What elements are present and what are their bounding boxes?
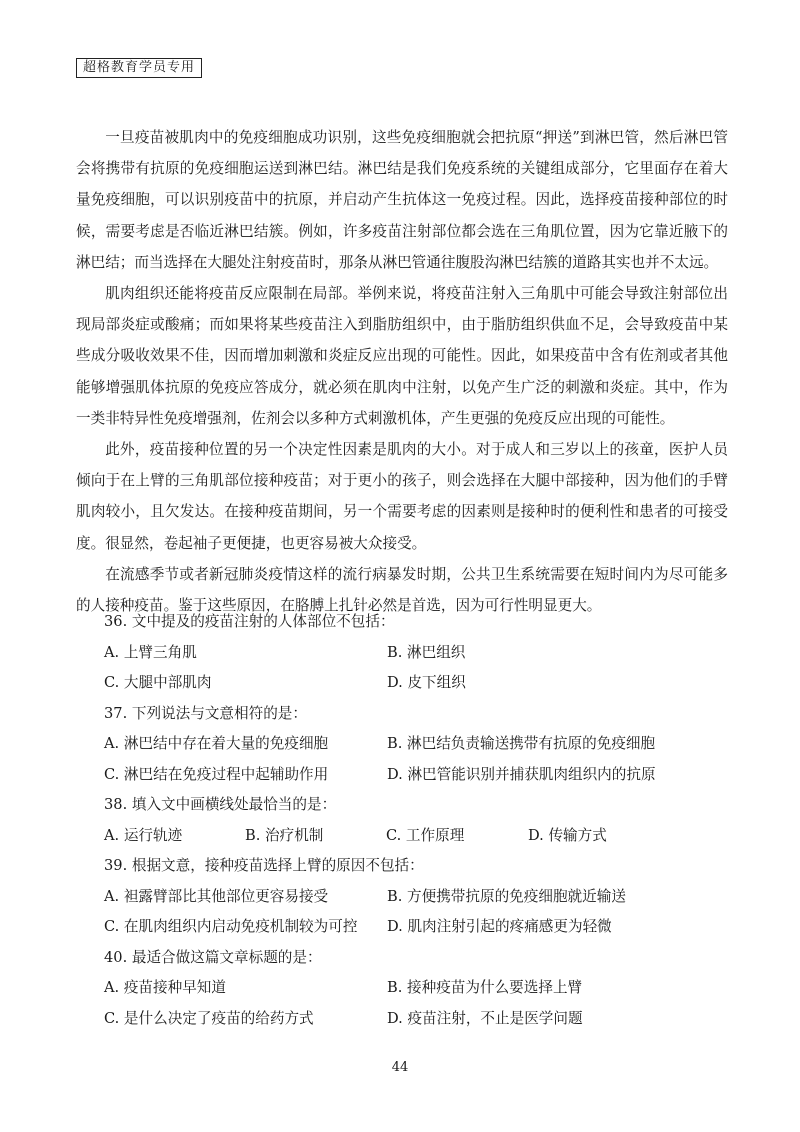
question-stem-39: 39. 根据文意，接种疫苗选择上臂的原因不包括：: [104, 857, 424, 874]
option-38-a[interactable]: A. 运行轨迹: [104, 826, 183, 844]
option-36-d[interactable]: D. 皮下组织: [387, 674, 466, 691]
option-row: [104, 1004, 724, 1035]
option-38-d[interactable]: D. 传输方式: [528, 826, 607, 844]
page-number: 44: [391, 1060, 409, 1075]
option-37-d[interactable]: D. 淋巴管能识别并捕获肌肉组织内的抗原: [387, 765, 656, 783]
option-row: [104, 882, 724, 913]
option-40-d[interactable]: D. 疫苗注射，不止是医学问题: [387, 1009, 583, 1027]
option-37-a[interactable]: A. 淋巴结中存在着大量的免疫细胞: [104, 735, 329, 752]
question-stem-37: 37. 下列说法与文意相符的是：: [104, 704, 307, 722]
option-37-c[interactable]: C. 淋巴结在免疫过程中起辅助作用: [104, 765, 329, 783]
option-row: [104, 729, 724, 760]
passage-paragraph: 在流感季节或者新冠肺炎疫情这样的流行病暴发时期，公共卫生系统需要在短时间内为尽可能多的人接种疫苗。鉴于这些原因，在胳膊上扎针必然是首选，因为可行性明显更大。: [76, 565, 728, 615]
option-38-c[interactable]: C. 工作原理: [386, 826, 465, 844]
option-row: [104, 821, 724, 852]
option-38-b[interactable]: B. 治疗机制: [245, 826, 324, 844]
option-40-a[interactable]: A. 疫苗接种早知道: [104, 979, 226, 996]
passage-paragraph: 此外，疫苗接种位置的另一个决定性因素是肌肉的大小。对于成人和三岁以上的孩童，医护人员倾向于在上臂的三角肌部位接种疫苗；对于更小的孩子，则会选择在大腿中部接种，因为他们的手臂肌肉较小，且欠发达。在接种疫苗期间，另一个需要考虑的因素则是接种时的便利性和患者的可接受度。很显然，卷起袖子更便捷，也更容易被大众接受。: [76, 441, 728, 552]
option-39-c[interactable]: C. 在肌肉组织内启动免疫机制较为可控: [104, 918, 358, 935]
option-39-b[interactable]: B. 方便携带抗原的免疫细胞就近输送: [387, 887, 626, 905]
option-37-b[interactable]: B. 淋巴结负责输送携带有抗原的免疫细胞: [387, 735, 656, 752]
question-stem-40: 40. 最适合做这篇文章标题的是：: [104, 948, 322, 966]
option-39-d[interactable]: D. 肌肉注射引起的疼痛感更为轻微: [387, 918, 612, 935]
question-stem-38: 38. 填入文中画横线处最恰当的是：: [104, 796, 337, 813]
option-36-c[interactable]: C. 大腿中部肌肉: [104, 674, 212, 691]
option-row: [104, 973, 724, 1004]
reading-passage: [76, 122, 728, 621]
passage-paragraph: 肌肉组织还能将疫苗反应限制在局部。举例来说，将疫苗注射入三角肌中可能会导致注射部位出现局部炎症或酸痛；而如果将某些疫苗注入到脂肪组织中，由于脂肪组织供血不足，会导致疫苗中某些成分吸收效果不佳，因而增加刺激和炎症反应出现的可能性。因此，如果疫苗中含有佐剂或者其他能够增强肌体抗原的免疫应答成分，就必须在肌肉中注射，以免产生广泛的刺激和炎症。其中，作为一类非特异性免疫增强剂，佐剂会以多种方式刺激机体，产生更强的免疫反应出现的可能性。: [76, 285, 728, 427]
option-row: [104, 638, 724, 669]
option-36-b[interactable]: B. 淋巴组织: [387, 643, 466, 661]
question-stem-36: 36. 文中提及的疫苗注射的人体部位不包括：: [104, 613, 395, 630]
option-40-c[interactable]: C. 是什么决定了疫苗的给药方式: [104, 1009, 314, 1027]
question-list: [104, 607, 724, 1034]
option-39-a[interactable]: A. 袒露臂部比其他部位更容易接受: [104, 887, 329, 905]
option-40-b[interactable]: B. 接种疫苗为什么要选择上臂: [387, 979, 583, 996]
watermark-stamp: 超格教育学员专用: [76, 58, 202, 78]
option-row: [104, 668, 724, 699]
option-36-a[interactable]: A. 上臂三角肌: [104, 643, 197, 661]
option-row: [104, 912, 724, 943]
passage-paragraph: 一旦疫苗被肌肉中的免疫细胞成功识别，这些免疫细胞就会把抗原“押送”到淋巴管，然后淋巴管会将携带有抗原的免疫细胞运送到淋巴结。淋巴结是我们免疫系统的关键组成部分，它里面存在着大量免疫细胞，可以识别疫苗中的抗原，并启动产生抗体这一免疫过程。因此，选择疫苗接种部位的时候，需要考虑是否临近淋巴结簇。例如，许多疫苗注射部位都会选在三角肌位置，因为它靠近腋下的淋巴结；而当选择在大腿处注射疫苗时，那条从淋巴管通往腹股沟淋巴结簇的道路其实也并不太远。: [76, 129, 728, 271]
option-row: [104, 760, 724, 791]
